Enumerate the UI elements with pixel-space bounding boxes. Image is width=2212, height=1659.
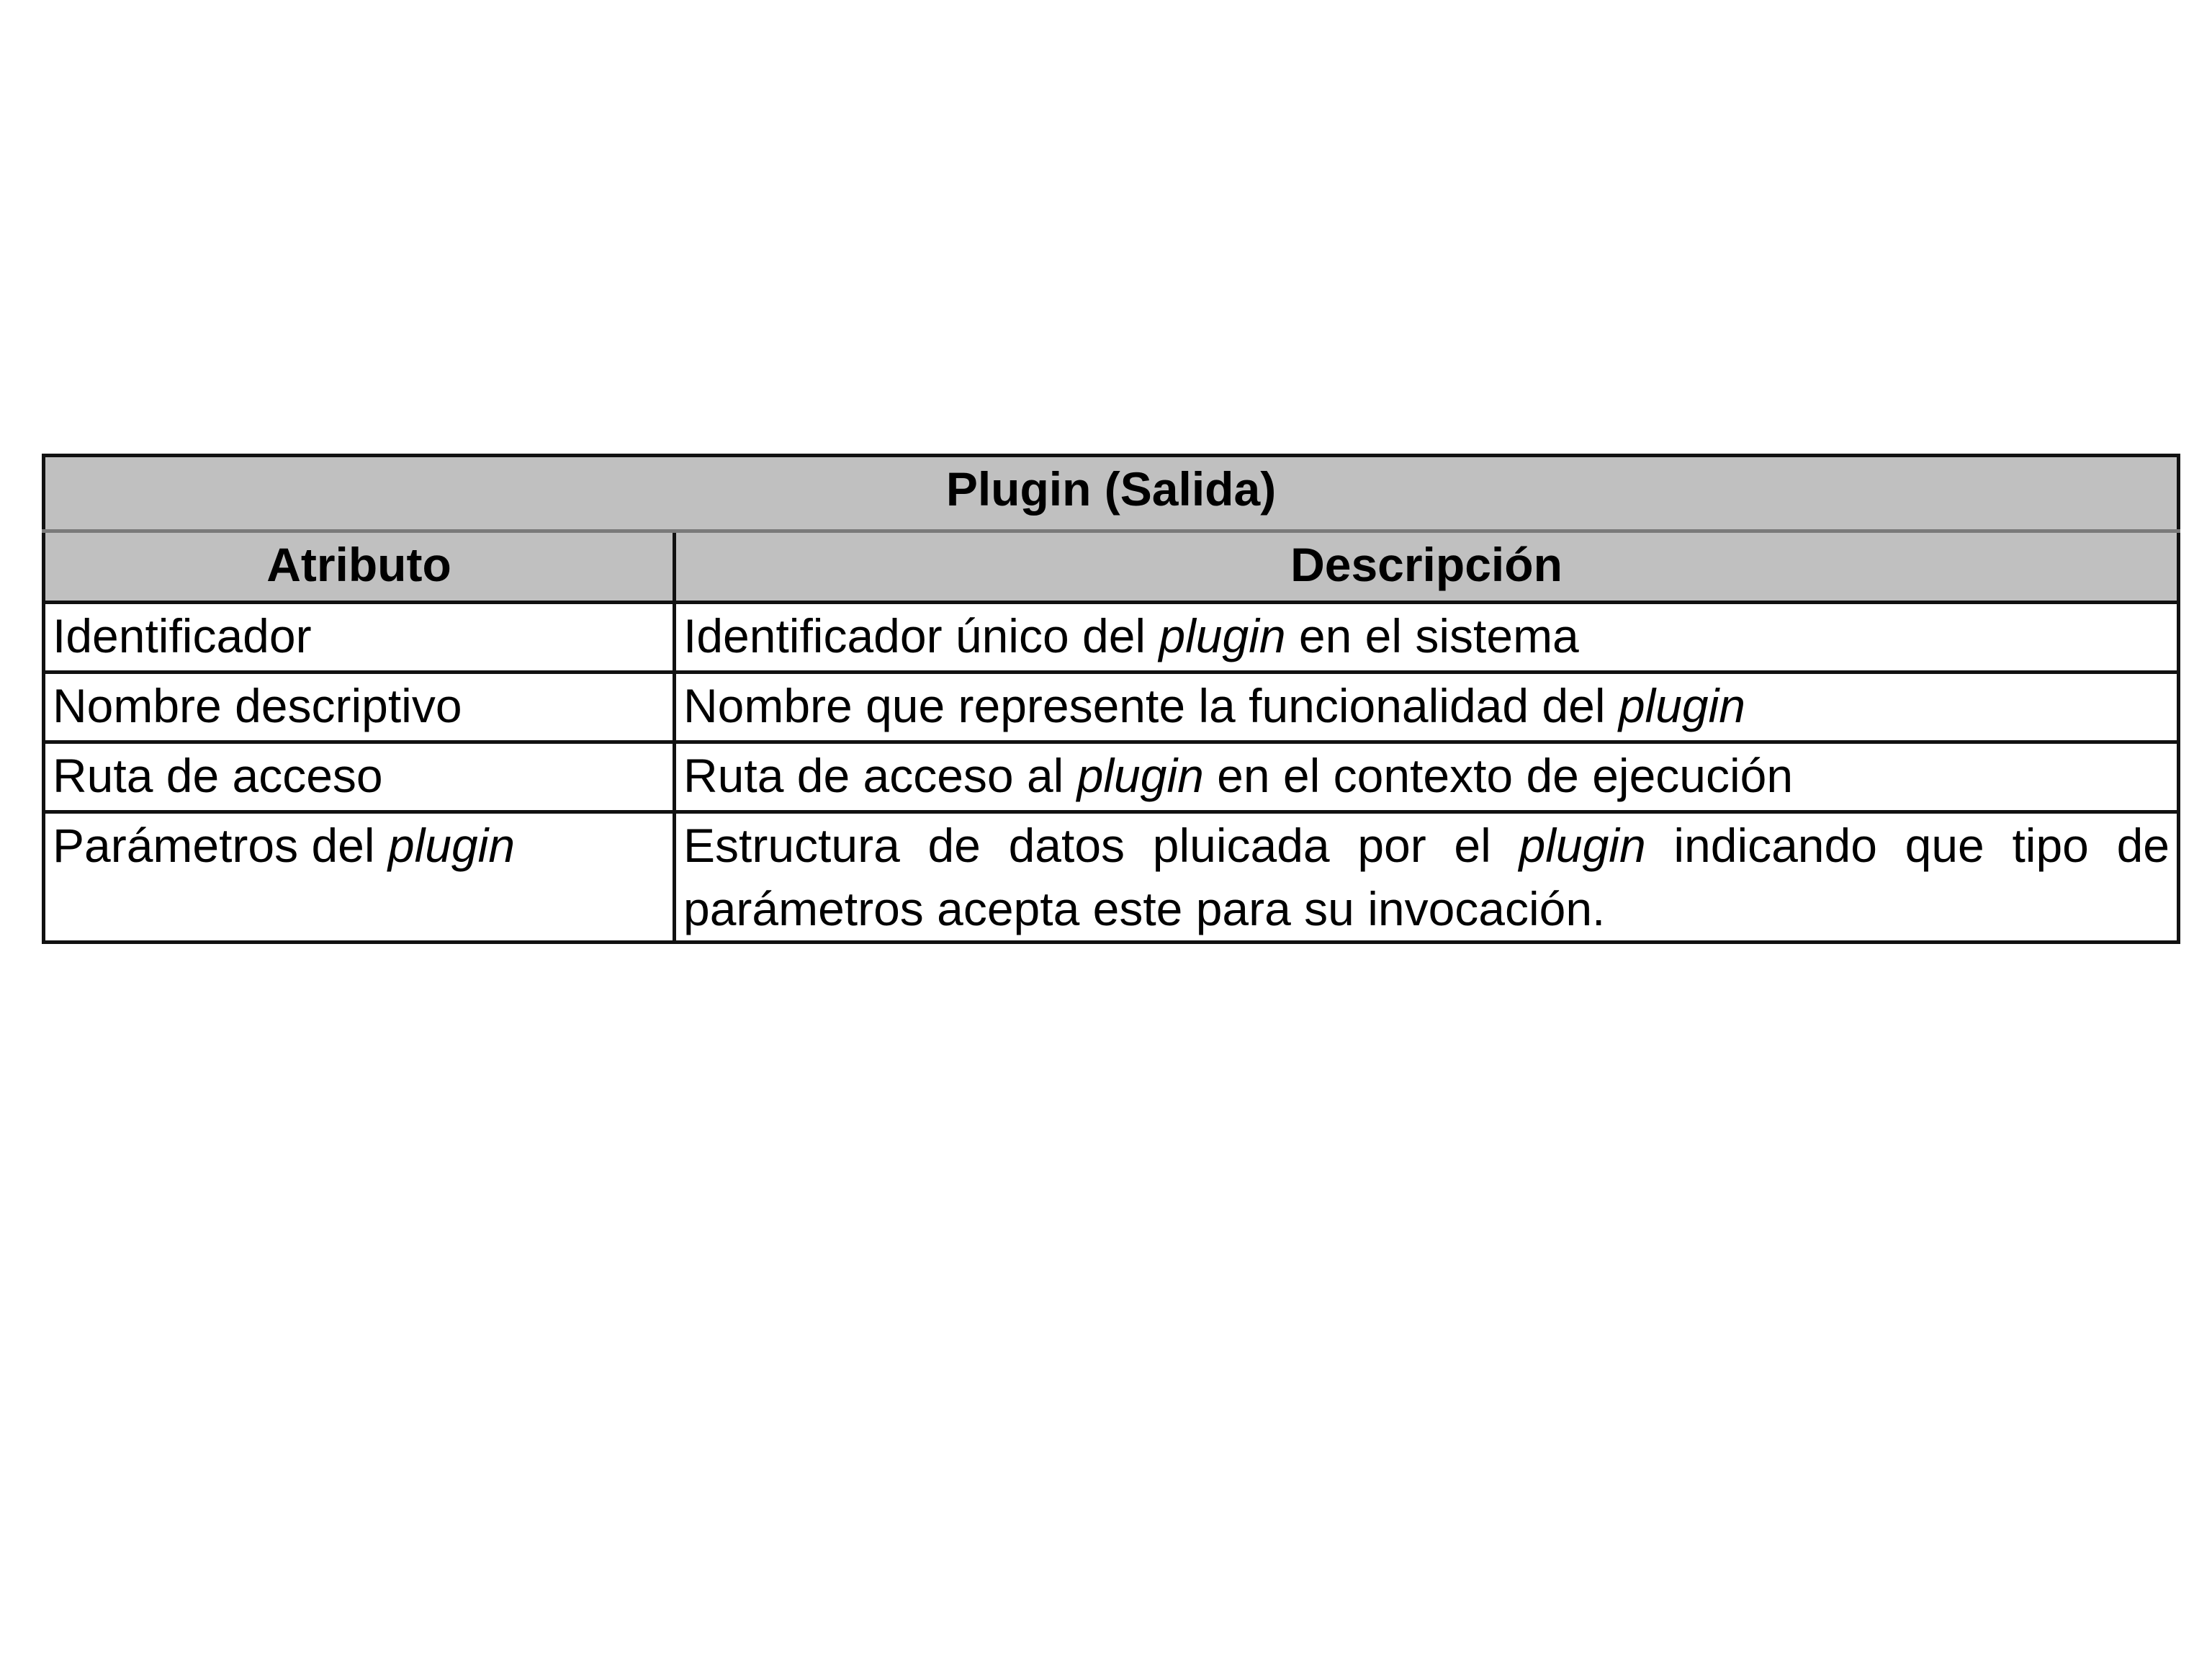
description-text: Ruta de acceso al xyxy=(683,749,1077,802)
column-header-description: Descripción xyxy=(675,531,2179,603)
attribute-italic-text: plugin xyxy=(387,819,516,872)
table-row xyxy=(44,742,2179,812)
description-text: en el sistema xyxy=(1285,609,1579,662)
table-title: Plugin (Salida) xyxy=(44,456,2179,531)
table-row xyxy=(44,603,2179,673)
description-text: Identificador único del xyxy=(683,609,1159,662)
description-italic-text: plugin xyxy=(1159,609,1286,662)
description-text: en el contexto de ejecución xyxy=(1203,749,1794,802)
attribute-cell xyxy=(44,742,675,812)
attribute-text: Parámetros del xyxy=(53,819,388,872)
table-row xyxy=(44,812,2179,943)
description-italic-text: plugin xyxy=(1076,749,1204,802)
table-row xyxy=(44,673,2179,742)
description-cell xyxy=(675,603,2179,673)
attribute-text: Ruta de acceso xyxy=(53,749,383,802)
description-text: indicando que tipo de parámetros acepta este para su invocación. xyxy=(683,819,2170,935)
attribute-cell xyxy=(44,603,675,673)
description-text: Nombre que represente la funcionalidad del xyxy=(683,679,1619,732)
description-text: Estructura de datos pluicada por el xyxy=(683,819,1519,872)
table-title-row xyxy=(44,456,2179,531)
attribute-text: Nombre descriptivo xyxy=(53,679,462,732)
attribute-cell xyxy=(44,673,675,742)
table-header-row xyxy=(44,531,2179,603)
plugin-output-table xyxy=(42,454,2180,944)
column-header-attribute: Atributo xyxy=(44,531,675,603)
attribute-text: Identificador xyxy=(53,609,312,662)
description-cell xyxy=(675,673,2179,742)
description-cell xyxy=(675,742,2179,812)
description-italic-text: plugin xyxy=(1519,819,1646,872)
attribute-cell xyxy=(44,812,675,943)
description-cell xyxy=(675,812,2179,943)
description-italic-text: plugin xyxy=(1618,679,1745,732)
